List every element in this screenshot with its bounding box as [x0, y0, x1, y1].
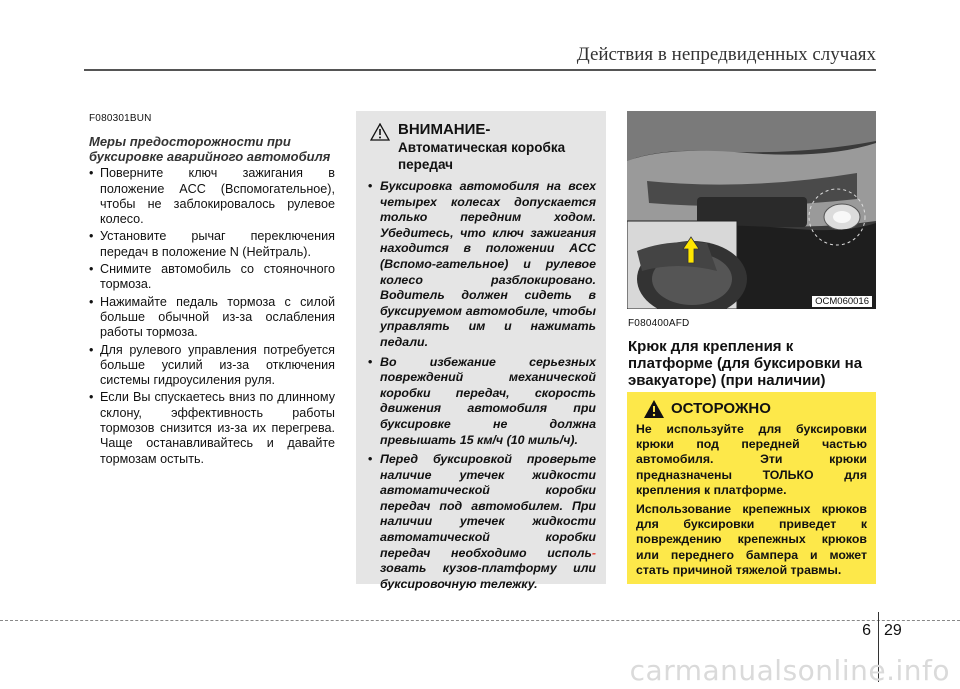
watermark-text: carmanualsonline.info: [629, 654, 950, 687]
section-subtitle: Меры предосторожности при буксировке аварийного автомобиля: [89, 134, 331, 165]
list-item: • Поверните ключ зажигания в положение ACC (Вспомогательное), чтобы не заблокировалось рулевое колесо.: [89, 166, 335, 227]
warning-subtitle: Автоматическая коробка передач: [398, 140, 566, 172]
warning-item: • Буксировка автомобиля на всех четырех колесах допускается только передним ходом. Убедитесь, что ключ зажигания находится в положении ACC (Вспомо-гательное) и рулевое колесо разблокировано. Водитель должен сидеть в буксируемом автомобиле, чтобы управлять им и нажимать педали.: [366, 179, 596, 351]
left-column: [89, 111, 335, 469]
car-front-bumper-image: [627, 111, 876, 309]
page-header-title: Действия в непредвиденных случаях: [576, 44, 876, 65]
section-code: F080301BUN: [89, 113, 152, 124]
list-item: • Снимите автомобиль со стояночного тормоза.: [89, 262, 335, 293]
instruction-list: [89, 166, 335, 467]
page-number: 29: [884, 622, 902, 639]
section-title: Крюк для крепления к платформе (для буксировки на эвакуаторе) (при наличии): [628, 338, 863, 390]
warning-triangle-icon: [370, 123, 390, 141]
caution-triangle-icon: [643, 399, 665, 419]
warning-item-tail: зовать кузов-платформу или буксировочную тележку.: [380, 561, 596, 591]
warning-title: ВНИМАНИЕ-: [398, 121, 491, 138]
warning-box: [356, 111, 606, 591]
header-rule: [84, 69, 876, 71]
caution-box: [627, 392, 876, 584]
list-item: • Для рулевого управления потребуется больше усилий из-за отключения системы гидроусиления руля.: [89, 343, 335, 389]
list-item: • Нажимайте педаль тормоза с силой больше обычной из-за ослабления работы тормоза.: [89, 295, 335, 341]
bumper-photo: [627, 111, 876, 309]
warning-item: [366, 452, 596, 592]
warning-list: [356, 179, 606, 592]
caution-paragraph: Не используйте для буксировки крюки под передней частью автомобиля. Эти крюки предназначены ТОЛЬКО для крепления к платформе.: [636, 422, 867, 497]
right-column: [628, 316, 877, 389]
warning-header: [356, 111, 606, 179]
caution-header: [627, 392, 876, 422]
footer-divider: [0, 620, 960, 621]
hyphen-mark: -: [591, 545, 596, 560]
section-code: F080400AFD: [628, 318, 690, 329]
figure-label: OCM060016: [812, 296, 872, 307]
warning-item-text: Перед буксировкой проверьте наличие утечек жидкости автоматической коробки передач под автомобилем. При наличии утечек жидкости автоматической коробки передач необходимо исполь: [380, 452, 596, 560]
caution-paragraph: Использование крепежных крюков для буксировки приведет к повреждению крепежных крюков или переднего бампера и может стать причиной тяжелой травмы.: [636, 502, 867, 577]
caution-title: ОСТОРОЖНО: [671, 400, 771, 417]
list-item: • Если Вы спускаетесь вниз по длинному склону, эффективность работы тормозов снизится из-за их перегрева. Чаще останавливайтесь и давайте тормозам остыть.: [89, 390, 335, 466]
warning-item: • Во избежание серьезных повреждений механической коробки передач, скорость движения автомобиля при буксировке не должна превышать 15 км/ч (10 миль/ч).: [366, 355, 596, 449]
chapter-number: 6: [862, 622, 871, 639]
list-item: • Установите рычаг переключения передач в положение N (Нейтраль).: [89, 229, 335, 260]
